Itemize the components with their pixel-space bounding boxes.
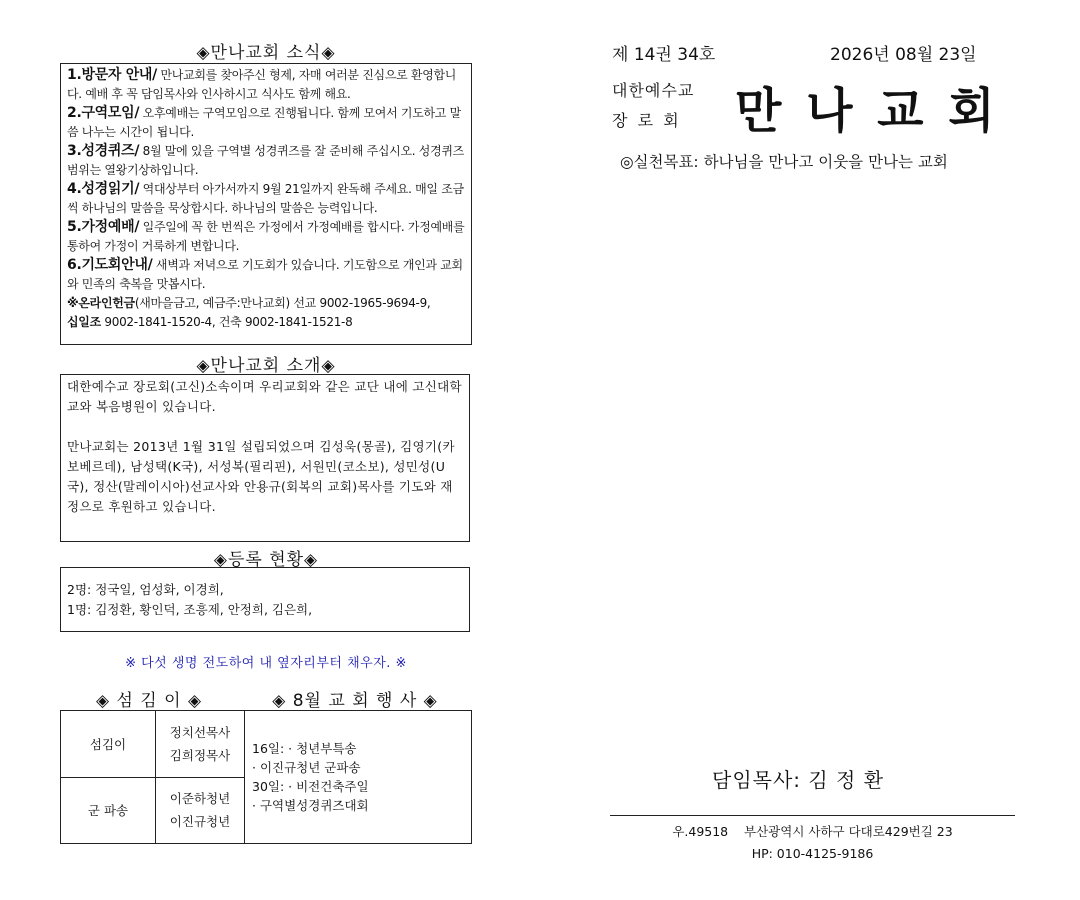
- news-item-5: 5.가정예배/ 일주일에 꼭 한 번씩은 가정에서 가정예배를 합시다. 가정예배를 통하여 가정이 거룩하게 변합니다.: [67, 219, 465, 253]
- issue-date: 2026년 08월 23일: [830, 45, 977, 65]
- registration-box: [60, 567, 470, 632]
- denomination-line-2: 장 로 회: [612, 111, 679, 130]
- news-item-3: 3.성경퀴즈/ 8월 말에 있을 구역별 성경퀴즈를 잘 준비해 주십시오. 성경퀴즈 범위는 열왕기상하입니다.: [67, 143, 464, 177]
- news-item-4: 4.성경읽기/ 역대상부터 아가서까지 9월 21일까지 완독해 주세요. 매일 조금씩 하나님의 말씀을 묵상합시다. 하나님의 말씀은 능력입니다.: [67, 181, 464, 215]
- events-list: 16일: · 청년부특송 · 이진규청년 군파송 30일: · 비전건축주일 · 구역별성경퀴즈대회: [245, 711, 472, 844]
- news-item-6: 6.기도회안내/ 새벽과 저녁으로 기도회가 있습니다. 기도함으로 개인과 교회와 민족의 축복을 맛봅시다.: [67, 257, 463, 291]
- events-heading: ◈ 8월 교 회 행 사 ◈: [272, 691, 438, 711]
- intro-box: [60, 374, 470, 542]
- serving-names-1: 정치선목사 김희정목사: [156, 711, 245, 778]
- schedule-table: [60, 710, 472, 844]
- evangelism-slogan: ※ 다섯 생명 전도하여 내 옆자리부터 채우자. ※: [125, 656, 407, 671]
- church-name: 만 나 교 회: [735, 83, 999, 139]
- church-phone: HP: 010-4125-9186: [751, 846, 874, 861]
- serving-role-2: 군 파송: [61, 777, 156, 844]
- serving-heading: ◈ 섬 김 이 ◈: [95, 691, 203, 711]
- footer-divider: [610, 815, 1015, 816]
- church-motto: ◎실천목표: 하나님을 만나고 이웃을 만나는 교회: [620, 153, 948, 171]
- serving-names-2: 이준하청년 이진규청년: [156, 777, 245, 844]
- intro-heading: ◈만나교회 소개◈: [196, 356, 336, 376]
- serving-role-1: 섬김이: [61, 711, 156, 778]
- issue-volume: 제 14권 34호: [612, 45, 716, 65]
- intro-paragraph-2: 만나교회는 2013년 1월 31일 설립되었으며 김성욱(몽골), 김영기(카보베르데), 남성택(K국), 서성복(필리핀), 서원민(코소보), 성민성(U국), 정산(말레이시아)선교사와 안용규(회복의 교회)목사를 기도와 재정으로 후원하고 있습니다.: [67, 439, 455, 514]
- news-heading: ◈만나교회 소식◈: [196, 43, 336, 63]
- registration-heading: ◈등록 현황◈: [213, 550, 319, 570]
- news-online-offering: ※온라인헌금(새마을금고, 예금주:만나교회) 선교 9002-1965-9694-9, 십일조 9002-1841-1520-4, 건축 9002-1841-1521-8: [67, 296, 431, 329]
- church-address: 우.49518 부산광역시 사하구 다대로429번길 23: [672, 824, 953, 839]
- registration-line-2: 1명: 김정환, 황인덕, 조흥제, 안정희, 김은희,: [67, 602, 313, 617]
- news-item-1: 1.방문자 안내/ 만나교회를 찾아주신 형제, 자매 여러분 진심으로 환영합니다. 예배 후 꼭 담임목사와 인사하시고 식사도 함께 해요.: [67, 67, 457, 101]
- senior-pastor: 담임목사: 김 정 환: [712, 768, 885, 792]
- news-box: [60, 63, 472, 345]
- registration-line-1: 2명: 정국일, 엄성화, 이경희,: [67, 582, 224, 597]
- denomination-line-1: 대한예수교: [612, 81, 695, 100]
- news-item-2: 2.구역모임/ 오후예배는 구역모임으로 진행됩니다. 함께 모여서 기도하고 말씀 나누는 시간이 됩니다.: [67, 105, 461, 139]
- intro-paragraph-1: 대한예수교 장로회(고신)소속이며 우리교회와 같은 교단 내에 고신대학교와 복음병원이 있습니다.: [67, 379, 462, 414]
